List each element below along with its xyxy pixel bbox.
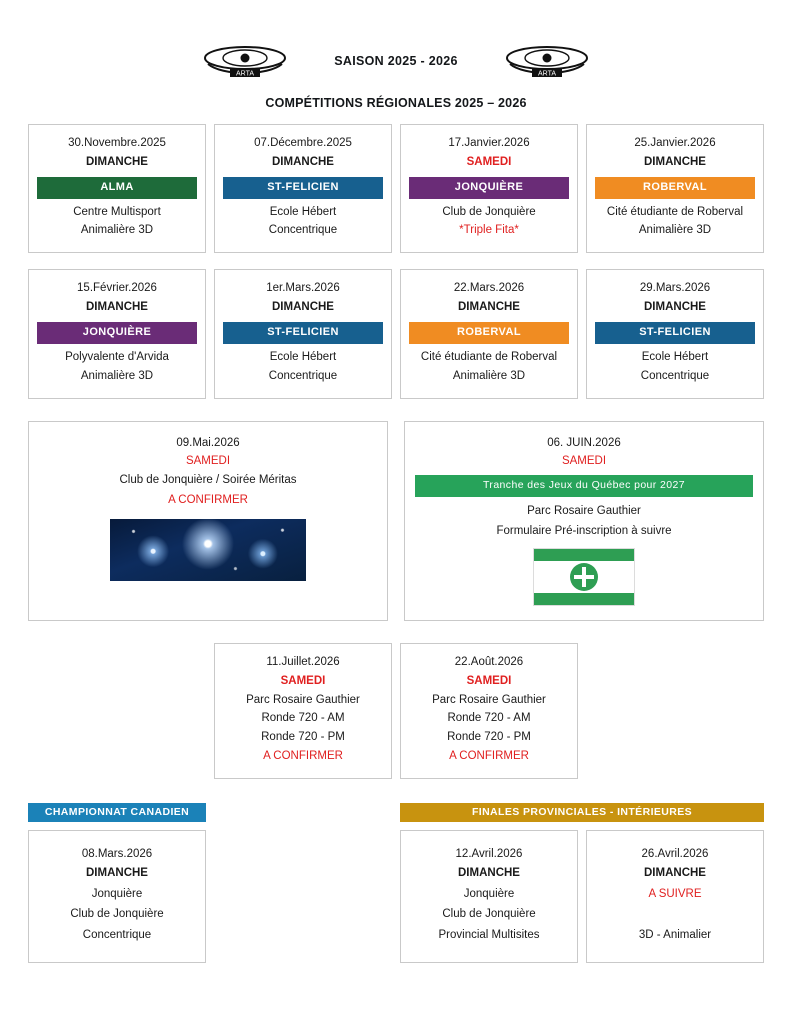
event-day: DIMANCHE [86,155,148,168]
event-card [28,269,206,398]
svg-text:ARTA: ARTA [537,70,556,78]
event-day: SAMEDI [280,674,326,687]
event-day: DIMANCHE [458,301,520,314]
event-note: Formulaire Pré-inscription à suivre [496,524,672,537]
event-card [586,124,764,253]
event-type: Concentrique [268,224,338,237]
event-date: 22.Août.2026 [454,655,524,668]
event-type: Animalière 3D [80,369,154,382]
event-date: 29.Mars.2026 [639,282,711,295]
event-round-pm: Ronde 720 - PM [261,731,345,744]
svg-text:ARTA: ARTA [236,70,255,78]
event-card [214,643,392,779]
events-grid-row-2 [0,269,792,398]
event-venue: Cité étudiante de Roberval [420,350,558,363]
event-location-band: ROBERVAL [409,322,569,344]
event-day: DIMANCHE [644,301,706,314]
event-location-band: ALMA [37,177,197,199]
event-day: SAMEDI [561,454,607,467]
jeux-quebec-event-card [404,421,764,621]
event-venue: Centre Multisport [73,205,161,218]
event-venue: Club de Jonquière [70,908,164,921]
event-round-am: Ronde 720 - AM [261,712,345,725]
event-day: DIMANCHE [272,155,334,168]
event-day: SAMEDI [466,155,512,168]
event-venue: Parc Rosaire Gauthier [246,693,360,706]
event-venue: Ecole Hébert [269,350,337,363]
event-location-band: JONQUIÈRE [409,177,569,199]
spacer-column [214,803,392,963]
event-venue: Polyvalente d'Arvida [65,350,169,363]
event-location-band: ROBERVAL [595,177,755,199]
events-grid-row-1 [0,124,792,253]
special-events-row [0,421,792,621]
spacer [586,643,764,779]
event-card [400,830,578,963]
event-type: Animalière 3D [638,224,712,237]
event-card [400,643,578,779]
provincial-finals-banner: FINALES PROVINCIALES - INTÉRIEURES [400,803,764,822]
event-date: 22.Mars.2026 [453,282,525,295]
event-date: 15.Février.2026 [77,282,157,295]
event-venue: Club de Jonquière / Soirée Méritas [119,474,297,487]
event-card [586,269,764,398]
event-day: DIMANCHE [644,155,706,168]
event-card [400,124,578,253]
provincial-finals-column [400,803,764,963]
event-day: DIMANCHE [644,867,706,880]
event-day: DIMANCHE [86,867,148,880]
canadian-championship-banner: CHAMPIONNAT CANADIEN [28,803,206,822]
event-date: 06. JUIN.2026 [547,436,621,449]
event-day: DIMANCHE [86,301,148,314]
document-header [0,0,792,80]
event-venue: Parc Rosaire Gauthier [432,693,546,706]
quebec-flag-icon [533,548,635,606]
event-card [28,830,206,963]
event-type: Provincial Multisites [438,929,540,942]
event-card [28,124,206,253]
event-venue: Club de Jonquière [442,205,536,218]
event-type: *Triple Fita* [459,224,519,237]
space-image [110,519,306,581]
event-round-am: Ronde 720 - AM [447,712,531,725]
event-date: 09.Mai.2026 [176,436,240,449]
arta-logo-right-icon [504,42,590,80]
event-banner: Tranche des Jeux du Québec pour 2027 [415,475,753,497]
event-venue: Ecole Hébert [641,350,709,363]
event-type: Animalière 3D [452,369,526,382]
event-date: 1er.Mars.2026 [266,282,340,295]
event-status: A CONFIRMER [449,750,529,763]
event-city: Jonquière [91,887,143,900]
event-date: 12.Avril.2026 [455,847,523,860]
event-venue: Club de Jonquière [442,908,536,921]
event-date: 30.Novembre.2025 [68,137,166,149]
event-round-pm: Ronde 720 - PM [447,731,531,744]
spacer [28,643,206,779]
event-status: A CONFIRMER [263,750,343,763]
event-type: Concentrique [82,929,152,942]
event-location-band: ST-FELICIEN [223,322,383,344]
event-status: A SUIVRE [648,887,702,900]
event-date: 17.Janvier.2026 [448,137,530,149]
event-card [586,830,764,963]
event-date: 25.Janvier.2026 [634,137,716,149]
event-card [400,269,578,398]
page-title: COMPÉTITIONS RÉGIONALES 2025 – 2026 [265,96,527,110]
event-card [214,269,392,398]
event-city: Jonquière [463,887,515,900]
canadian-championship-column [28,803,206,963]
event-day: SAMEDI [185,454,231,467]
meritas-event-card [28,421,388,621]
event-blank [593,905,757,925]
arta-logo-left-icon [202,42,288,80]
event-date: 07.Décembre.2025 [254,137,352,149]
event-venue: Ecole Hébert [269,205,337,218]
season-title: SAISON 2025 - 2026 [334,54,458,68]
event-card [214,124,392,253]
event-type: Concentrique [640,369,710,382]
event-day: SAMEDI [466,674,512,687]
event-type: 3D - Animalier [638,929,712,942]
event-type: Animalière 3D [80,224,154,237]
event-type: Concentrique [268,369,338,382]
event-date: 08.Mars.2026 [81,847,153,860]
event-venue: Cité étudiante de Roberval [606,205,744,218]
event-status: A CONFIRMER [168,493,248,506]
event-day: DIMANCHE [272,301,334,314]
summer-events-row [0,643,792,779]
championships-row [0,803,792,963]
event-venue: Parc Rosaire Gauthier [527,505,641,518]
event-date: 26.Avril.2026 [641,847,709,860]
event-location-band: JONQUIÈRE [37,322,197,344]
event-location-band: ST-FELICIEN [595,322,755,344]
event-date: 11.Juillet.2026 [266,655,340,668]
event-location-band: ST-FELICIEN [223,177,383,199]
event-day: DIMANCHE [458,867,520,880]
